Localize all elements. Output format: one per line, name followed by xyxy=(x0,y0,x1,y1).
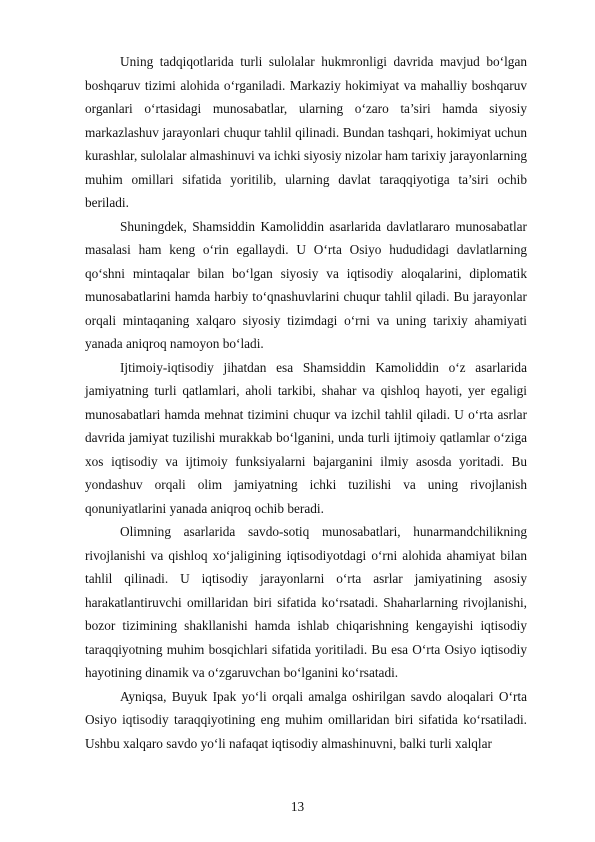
paragraph: Shuningdek, Shamsiddin Kamoliddin asarlarida davlatlararo munosabatlar masalasi ham keng o‘rin egallaydi. U O‘rta Osiyo hududidagi davlatlarning qo‘shni mintaqalar bilan bo‘lgan siyosiy va iqtisodiy aloqalarini, diplomatik munosabatlarini hamda harbiy to‘qnashuvlarini chuqur tahlil qiladi. Bu jarayonlar orqali mintaqaning xalqaro siyosiy tizimdagi o‘rni va uning tarixiy ahamiyati yanada aniqroq namoyon bo‘ladi. xyxy=(85,218,527,351)
paragraph: Ayniqsa, Buyuk Ipak yo‘li orqali amalga oshirilgan savdo aloqalari O‘rta Osiyo iqtisodiy taraqqiyotining eng muhim omillaridan biri sifatida ko‘rsatiladi. Ushbu xalqaro savdo yo‘li nafaqat iqtisodiy almashinuvni, balki turli xalqlar xyxy=(85,688,527,751)
document-page xyxy=(85,50,527,755)
paragraph: Uning tadqiqotlarida turli sulolalar hukmronligi davrida mavjud bo‘lgan boshqaruv tizimi alohida o‘rganiladi. Markaziy hokimiyat va mahalliy boshqaruv organlari o‘rtasidagi munosabatlar, ularning o‘zaro ta’siri hamda siyosiy markazlashuv jarayonlari chuqur tahlil qilinadi. Bundan tashqari, hokimiyat uchun kurashlar, sulolalar almashinuvi va ichki siyosiy nizolar ham tarixiy jarayonlarning muhim omillari sifatida yoritilib, ularning davlat taraqqiyotiga ta’siri ochib beriladi. xyxy=(85,54,527,210)
paragraph: Ijtimoiy-iqtisodiy jihatdan esa Shamsiddin Kamoliddin o‘z asarlarida jamiyatning turli qatlamlari, aholi tarkibi, shahar va qishloq hayoti, yer egaligi munosabatlari hamda mehnat tizimini chuqur va izchil tahlil qiladi. U o‘rta asrlar davrida jamiyat tuzilishi murakkab bo‘lganini, unda turli ijtimoiy qatlamlar o‘ziga xos iqtisodiy va ijtimoiy funksiyalarni bajarganini ilmiy asosda yoritadi. Bu yondashuv orqali olim jamiyatning ichki tuzilishi va uning rivojlanish qonuniyatlarini yanada aniqroq ochib beradi. xyxy=(85,359,527,516)
page-number: 13 xyxy=(290,799,305,814)
paragraph: Olimning asarlarida savdo-sotiq munosabatlari, hunarmandchilikning rivojlanishi va qishloq xo‘jaligining iqtisodiyotdagi o‘rni alohida ahamiyat bilan tahlil qilinadi. U iqtisodiy jarayonlarni o‘rta asrlar jamiyatining asosiy harakatlantiruvchi omillaridan biri sifatida ko‘rsatadi. Shaharlarning rivojlanishi, bozor tizimining shakllanishi hamda ishlab chiqarishning kengayishi iqtisodiy taraqqiyotning muhim bosqichlari sifatida yoritiladi. Bu esa O‘rta Osiyo iqtisodiy hayotining dinamik va o‘zgaruvchan bo‘lganini ko‘rsatadi. xyxy=(85,524,527,680)
